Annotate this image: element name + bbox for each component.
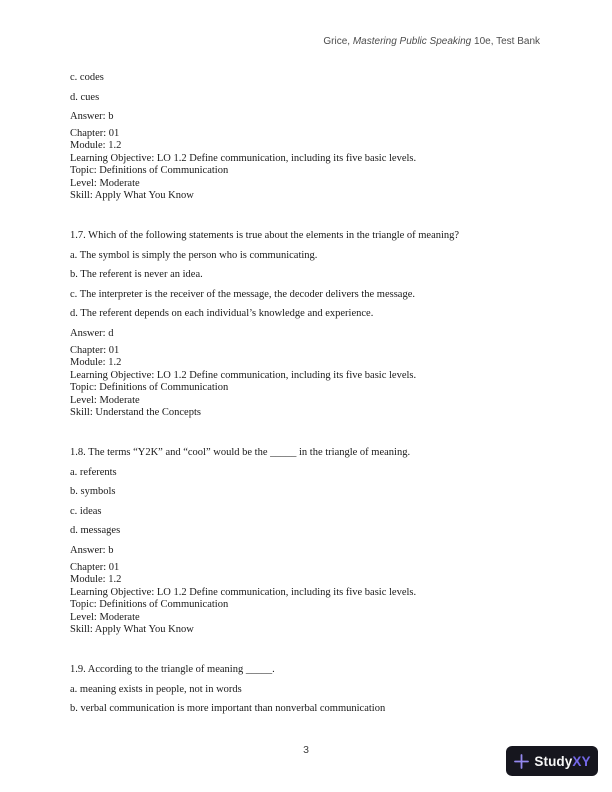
meta-line: Level: Moderate — [70, 611, 140, 623]
meta-line: Skill: Apply What You Know — [70, 623, 194, 635]
answer-line: Answer: b — [70, 544, 114, 556]
question-block — [70, 663, 544, 715]
brand-accent: XY — [572, 753, 591, 769]
meta-line: Learning Objective: LO 1.2 Define communication, including its five basic levels. — [70, 369, 417, 381]
meta-block — [70, 345, 544, 419]
question-block — [70, 446, 544, 636]
answer-option: d. The referent depends on each individual’s knowledge and experience. — [70, 308, 374, 320]
answer-line: Answer: b — [70, 111, 114, 122]
header-book-title: Mastering Public Speaking — [352, 36, 472, 47]
meta-line: Skill: Understand the Concepts — [70, 406, 201, 418]
meta-line: Level: Moderate — [70, 177, 140, 189]
studyxy-logo — [506, 746, 598, 776]
question-text: 1.7. Which of the following statements is true about the elements in the triangle of meaning? — [70, 230, 460, 242]
meta-line: Chapter: 01 — [70, 561, 120, 573]
meta-line: Chapter: 01 — [70, 344, 120, 356]
header-text-post: 10e, Test Bank — [471, 36, 540, 47]
answer-option: c. The interpreter is the receiver of the message, the decoder delivers the message. — [70, 288, 415, 300]
meta-line: Learning Objective: LO 1.2 Define communication, including its five basic levels. — [70, 152, 417, 164]
content — [70, 71, 544, 722]
question-block — [70, 71, 544, 202]
meta-line: Level: Moderate — [70, 394, 140, 406]
answer-option: c. ideas — [70, 505, 102, 517]
plus-icon — [513, 753, 530, 770]
answer-option: b. symbols — [70, 486, 116, 498]
page-number: 3 — [303, 744, 309, 756]
answer-option: d. cues — [70, 91, 100, 103]
meta-block — [70, 128, 544, 202]
meta-line: Topic: Definitions of Communication — [70, 382, 229, 394]
answer-option: c. codes — [70, 72, 104, 83]
meta-line: Learning Objective: LO 1.2 Define communication, including its five basic levels. — [70, 586, 417, 598]
meta-line: Skill: Apply What You Know — [70, 190, 194, 202]
question-text: 1.8. The terms “Y2K” and “cool” would be the _____ in the triangle of meaning. — [70, 447, 411, 459]
meta-line: Chapter: 01 — [70, 128, 120, 139]
brand-wordmark — [534, 754, 590, 769]
header-text-pre: Grice, — [323, 36, 353, 47]
meta-line: Topic: Definitions of Communication — [70, 165, 229, 177]
meta-line: Module: 1.2 — [70, 357, 122, 369]
brand-primary: Study — [534, 753, 573, 769]
answer-option: b. verbal communication is more important than nonverbal communication — [70, 703, 386, 715]
meta-block — [70, 562, 544, 636]
meta-line: Module: 1.2 — [70, 140, 122, 152]
question-text: 1.9. According to the triangle of meaning _____. — [70, 664, 275, 676]
running-header — [323, 36, 540, 47]
answer-option: a. referents — [70, 466, 117, 478]
answer-option: a. meaning exists in people, not in words — [70, 683, 242, 695]
meta-line: Module: 1.2 — [70, 574, 122, 586]
answer-option: b. The referent is never an idea. — [70, 269, 203, 281]
question-block — [70, 229, 544, 419]
meta-line: Topic: Definitions of Communication — [70, 599, 229, 611]
answer-option: a. The symbol is simply the person who is communicating. — [70, 249, 318, 261]
answer-option: d. messages — [70, 525, 121, 537]
answer-line: Answer: d — [70, 327, 114, 339]
